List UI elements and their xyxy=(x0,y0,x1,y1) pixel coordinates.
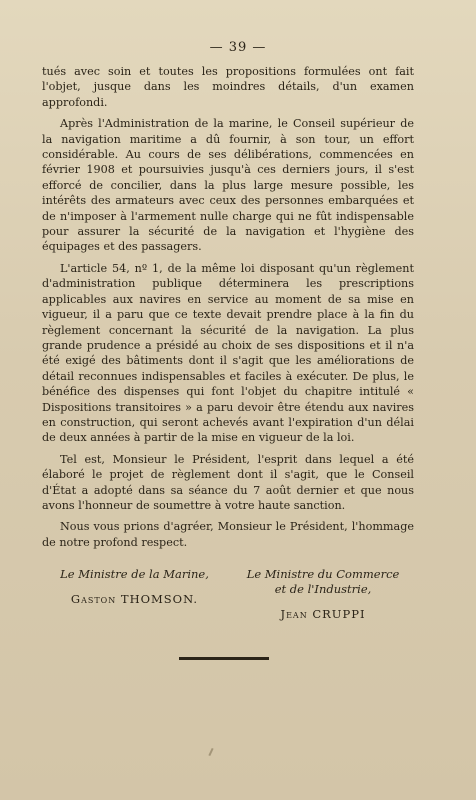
signature-title-line1: Le Ministre du Commerce xyxy=(246,567,400,581)
signature-name: Jean CRUPPI xyxy=(280,607,366,621)
paragraph: tués avec soin et toutes les propositions formulées ont fait l'objet, jusque dans les moindres détails, d'un examen approfondi. xyxy=(42,65,414,109)
signature-title: Le Ministre de la Marine, xyxy=(60,567,209,581)
paragraph: Tel est, Monsieur le Président, l'esprit dans lequel a été élaboré le projet de règlement dont il s'agit, que le Conseil d'État a adopté dans sa séance du 7 août dernier et que nous avons l'honneur de soumettre à votre haute sanction. xyxy=(42,452,414,512)
paragraph: L'article 54, nº 1, de la même loi disposant qu'un règlement d'administration publique déterminera les prescriptions applicables aux navires en service au moment de sa mise en vigueur, il a paru que ce texte devait prendre place à la fin du règlement concernant la sécurité de la navigation. La plus grande prudence a présidé au choix de ses dispositions et il n'a été exigé des bâtiments dont il s'agit que les améliorations de détail reconnues indispensables et faciles à exécuter. De plus, le bénéfice des dispenses qui font l'objet du chapitre intitulé « Dispositions transitoires » a paru devoir être étendu aux navires en construction, qui seront achevés avant l'expiration d'un délai de deux années à partir de la mise en vigueur de la loi. xyxy=(42,261,414,445)
signature-commerce xyxy=(238,567,408,622)
page-number: — 39 — xyxy=(209,40,267,55)
paper-mark xyxy=(208,748,213,756)
body-text xyxy=(42,64,414,556)
signature-name: Gaston THOMSON. xyxy=(70,592,199,606)
paragraph: Après l'Administration de la marine, le Conseil supérieur de la navigation maritime a dû fournir, à son tour, un effort considérable. Au cours de ses délibérations, commencées en février 1908 et poursuivies jusqu'à ces derniers jours, il s'est efforcé de concilier, dans la plus large mesure possible, les intérêts des armateurs avec ceux des personnes embarquées et de n'imposer à l'armement nulle charge qui ne fût indispensable pour assurer la sécurité de la navigation et l'hygiène des équipages et des passagers. xyxy=(42,117,414,254)
signature-title-line2: et de l'Industrie, xyxy=(274,582,372,596)
paragraph: Nous vous prions d'agréer, Monsieur le Président, l'hommage de notre profond respect. xyxy=(42,520,414,549)
signature-marine xyxy=(52,567,217,607)
end-rule-divider xyxy=(179,657,269,660)
